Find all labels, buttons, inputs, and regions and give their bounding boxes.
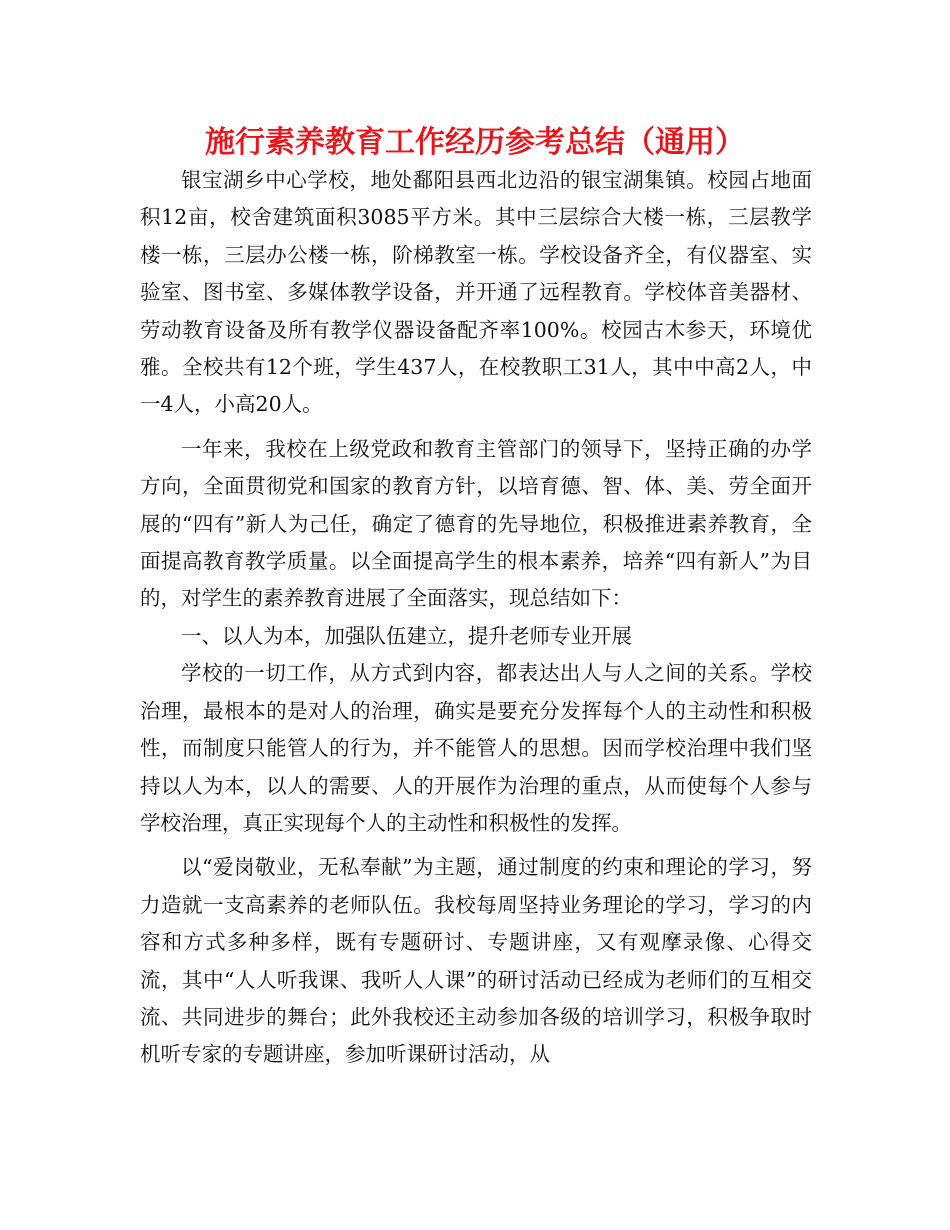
paragraph-school-management: 学校的一切工作，从方式到内容，都表达出人与人之间的关系。学校治理，最根本的是对人的治理，确实是要充分发挥每个人的主动性和积极性，而制度只能管人的行为，并不能管人的思想。因而学校治理中我们坚持以人为本，以人的需要、人的开展作为治理的重点，从而使每个人参与学校治理，真正实现每个人的主动性和积极性的发挥。 <box>140 661 812 835</box>
paragraph-annual-summary: 一年来，我校在上级党政和教育主管部门的领导下，坚持正确的办学方向，全面贯彻党和国家的教育方针，以培育德、智、体、美、劳全面开展的“四有”新人为己任，确定了德育的先导地位，积极推进素养教育，全面提高教育教学质量。以全面提高学生的根本素养，培养“四有新人”为目的，对学生的素养教育进展了全面落实，现总结如下： <box>140 436 812 611</box>
section-heading-1: 一、以人为本，加强队伍建立，提升老师专业开展 <box>181 623 632 648</box>
document-body <box>140 162 812 1074</box>
paragraph-school-overview: 银宝湖乡中心学校，地处鄱阳县西北边沿的银宝湖集镇。校园占地面积12亩，校舍建筑面积3085平方米。其中三层综合大楼一栋，三层教学楼一栋，三层办公楼一栋，阶梯教室一栋。学校设备齐全，有仪器室、实验室、图书室、多媒体教学设备，并开通了远程教育。学校体音美器材、劳动教育设备及所有教学仪器设备配齐率100%。校园古木参天，环境优雅。全校共有12个班，学生437人，在校教职工31人，其中中高2人，中一4人，小高20人。 <box>140 168 812 417</box>
document-title: 施行素养教育工作经历参考总结（通用） <box>205 125 745 160</box>
paragraph-teacher-training: 以“爱岗敬业，无私奉献”为主题，通过制度的约束和理论的学习，努力造就一支高素养的老师队伍。我校每周坚持业务理论的学习，学习的内容和方式多种多样，既有专题研讨、专题讲座，又有观摩录像、心得交流，其中“人人听我课、我听人人课”的研讨活动已经成为老师们的互相交流、共同进步的舞台；此外我校还主动参加各级的培训学习，积极争取时机听专家的专题讲座，参加听课研讨活动，从 <box>140 855 812 1067</box>
